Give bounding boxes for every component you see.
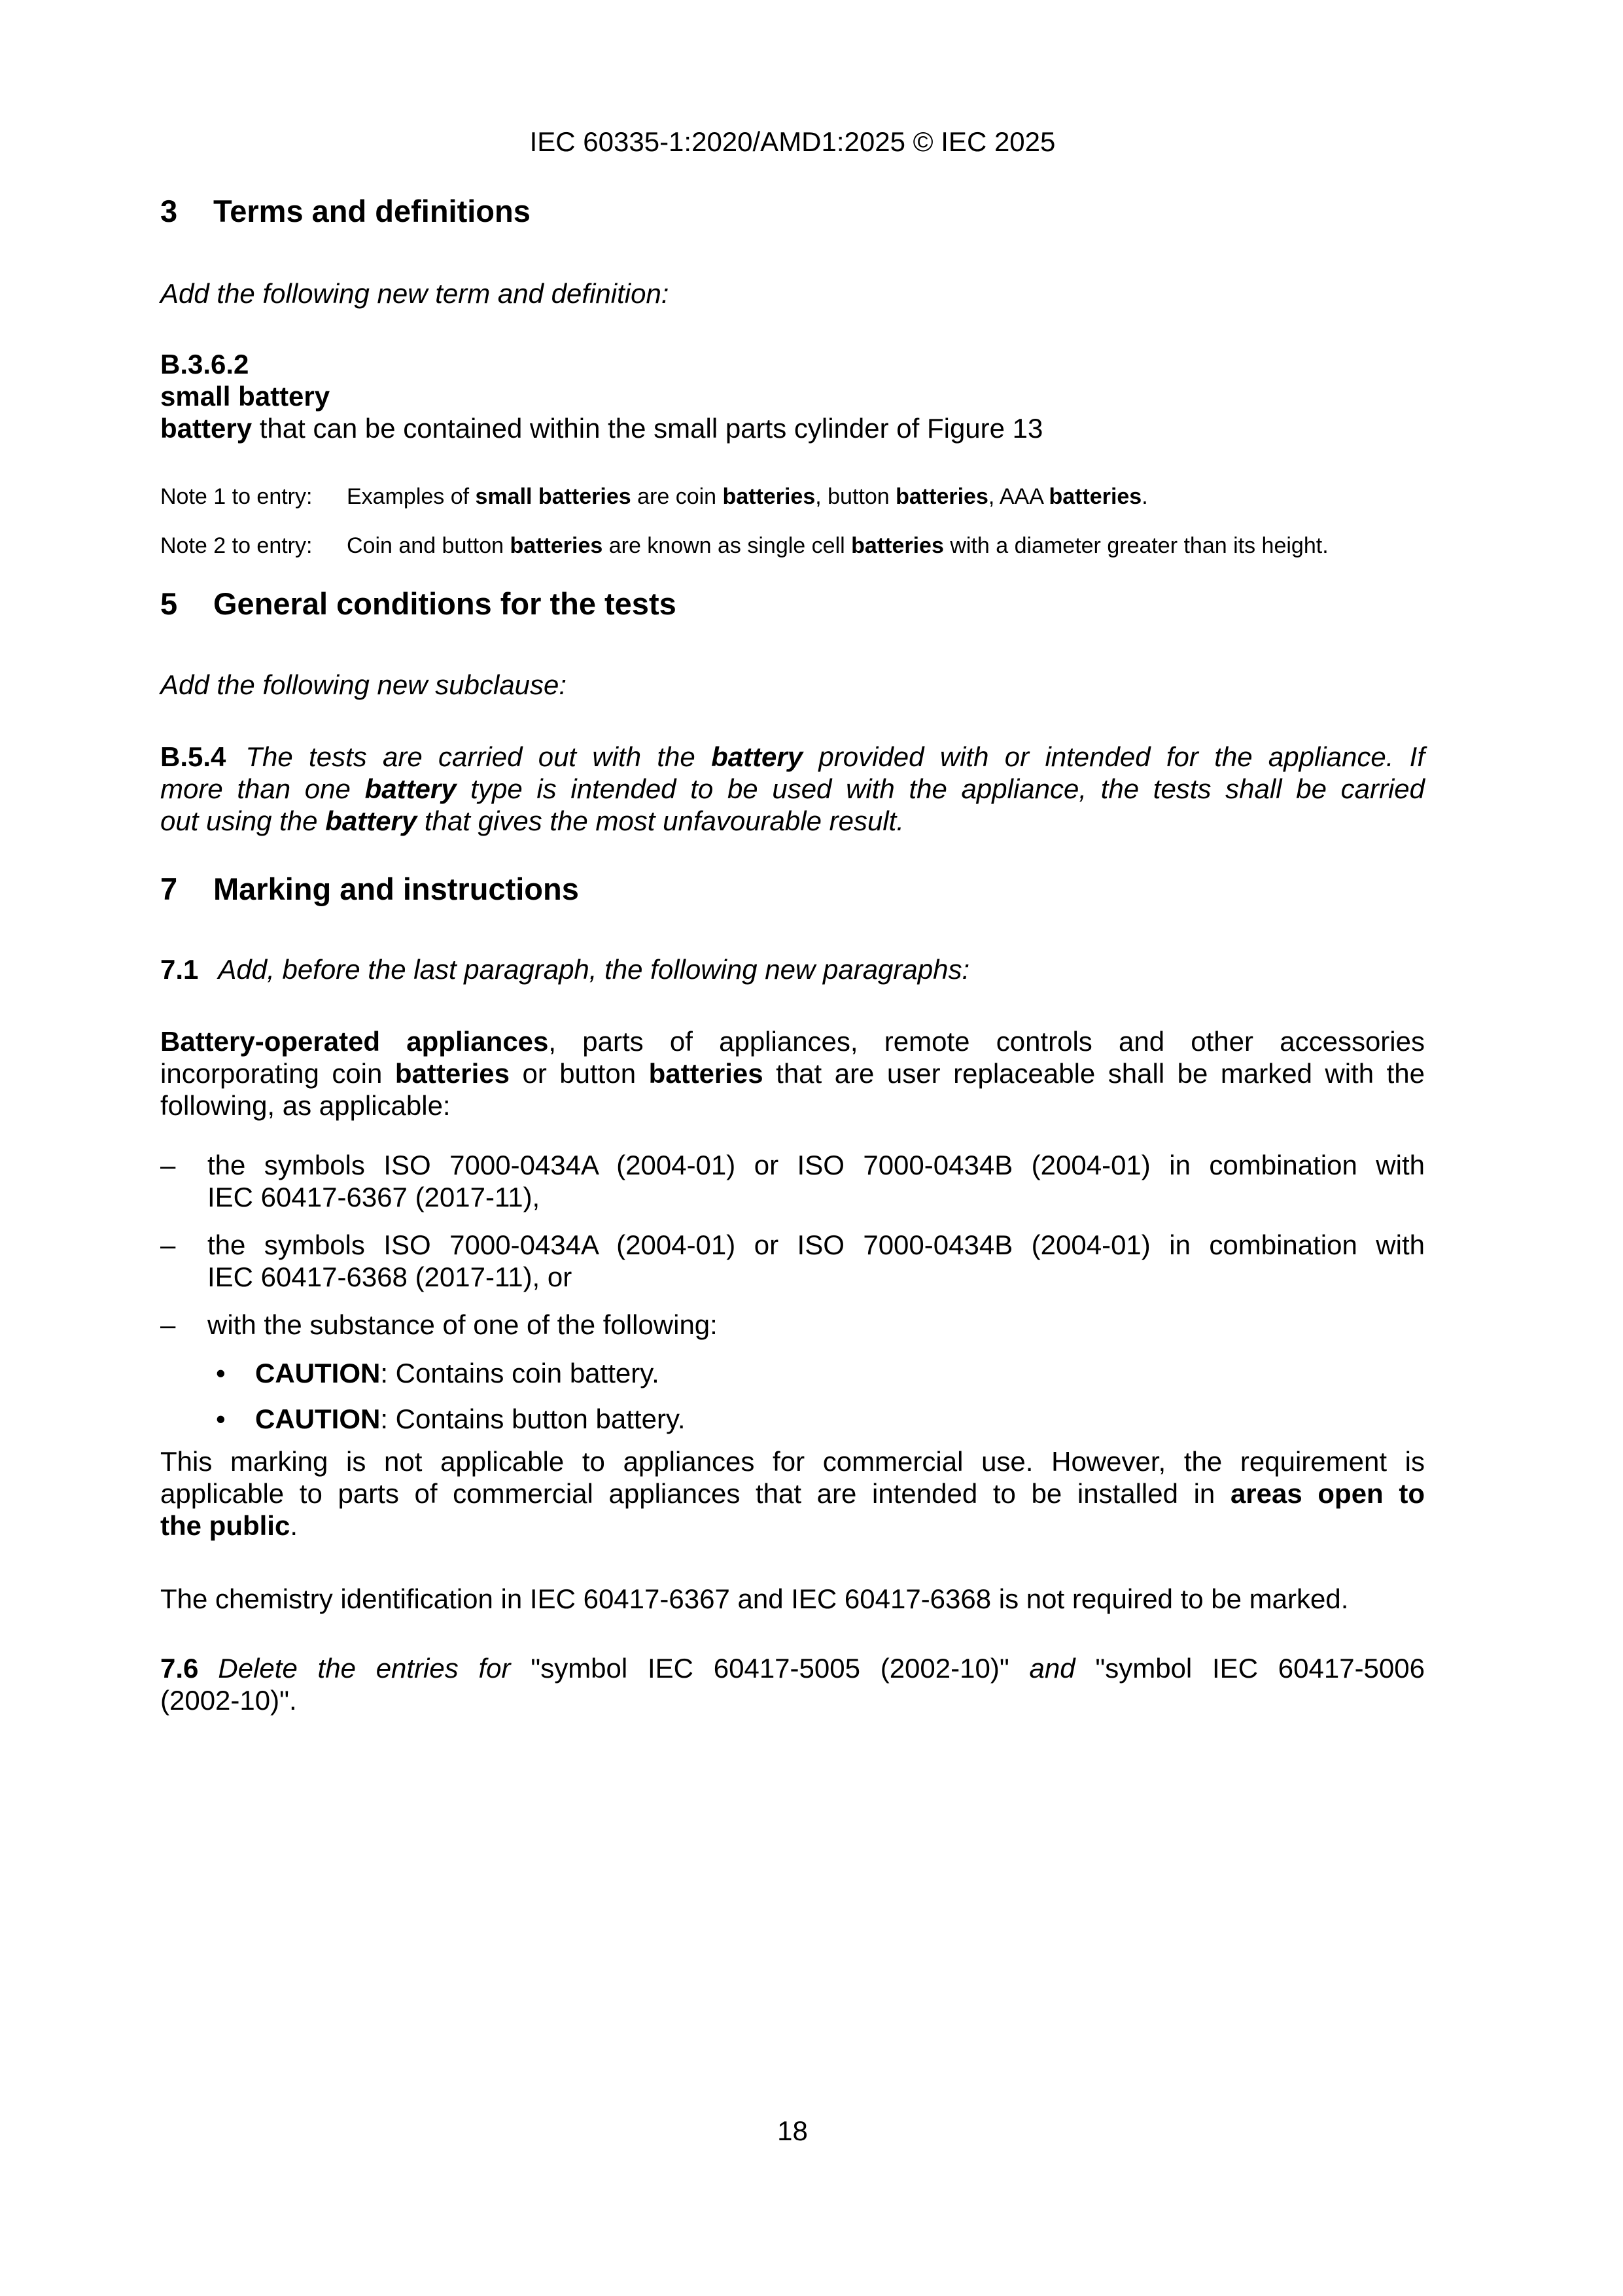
note-label: Note 1 to entry:	[160, 484, 313, 509]
bullet-item-text: CAUTION: Contains coin battery.	[255, 1358, 659, 1388]
bullet-list-item	[160, 1403, 1425, 1435]
dash-marker: –	[160, 1309, 176, 1340]
bullet-marker: •	[216, 1358, 226, 1388]
section-heading-3	[160, 194, 1425, 229]
bullet-marker: •	[216, 1404, 226, 1434]
section-title: Terms and definitions	[213, 194, 531, 228]
term-definition-block: B.3.6.2 small battery battery that can be contained within the small parts cylinder of Figure 13	[160, 349, 1043, 444]
dash-list-item	[160, 1149, 1425, 1213]
section-title: Marking and instructions	[213, 872, 579, 906]
page-header: IEC 60335-1:2020/AMD1:2025 © IEC 2025	[529, 126, 1056, 157]
dash-list-item	[160, 1309, 1425, 1341]
subclause-76-instruction: 7.6 Delete the entries for "symbol IEC 60417-5005 (2002-10)" and "symbol IEC 60417-5006 (2002-10)".	[160, 1653, 1425, 1716]
chemistry-identification-paragraph: The chemistry identification in IEC 60417-6367 and IEC 60417-6368 is not required to be marked.	[160, 1583, 1349, 1614]
marking-applicability-paragraph: This marking is not applicable to appliances for commercial use. However, the requirement is applicable to parts of commercial appliances that are intended to be installed in areas open to the public.	[160, 1446, 1425, 1541]
section-number: 5	[160, 586, 178, 621]
bullet-list-item	[160, 1357, 1425, 1389]
page-number: 18	[777, 2115, 808, 2146]
subclause-71-instruction: 7.1 Add, before the last paragraph, the following new paragraphs:	[160, 954, 970, 985]
section-number: 7	[160, 872, 178, 906]
dash-item-text: with the substance of one of the following:	[207, 1309, 718, 1340]
battery-operated-paragraph: Battery-operated appliances, parts of appliances, remote controls and other accessories incorporating coin batteries or button batteries that are user replaceable shall be marked with the following, as applicable:	[160, 1026, 1425, 1121]
bullet-item-text: CAUTION: Contains button battery.	[255, 1404, 686, 1434]
section-heading-7	[160, 872, 1425, 907]
editorial-instruction-add-term: Add the following new term and definition:	[160, 278, 669, 309]
section-heading-5	[160, 586, 1425, 622]
section-title: General conditions for the tests	[213, 586, 676, 621]
note-text: Examples of small batteries are coin batteries, button batteries, AAA batteries.	[347, 484, 1148, 509]
note-label: Note 2 to entry:	[160, 533, 313, 558]
section-number: 3	[160, 194, 178, 228]
note-1-to-entry	[160, 483, 1425, 510]
note-2-to-entry	[160, 532, 1425, 559]
dash-marker: –	[160, 1150, 176, 1180]
dash-item-text: the symbols ISO 7000-0434A (2004-01) or ISO 7000-0434B (2004-01) in combination with IEC 60417-6367 (2017-11),	[207, 1150, 1425, 1212]
subclause-b54-paragraph: B.5.4 The tests are carried out with the battery provided with or intended for the appliance. If more than one battery type is intended to be used with the appliance, the tests shall be carried out using the battery that gives the most unfavourable result.	[160, 741, 1425, 836]
note-text: Coin and button batteries are known as single cell batteries with a diameter greater than its height.	[347, 533, 1329, 558]
editorial-instruction-add-subclause: Add the following new subclause:	[160, 669, 567, 700]
dash-list-item	[160, 1229, 1425, 1293]
dash-item-text: the symbols ISO 7000-0434A (2004-01) or ISO 7000-0434B (2004-01) in combination with IEC 60417-6368 (2017-11), or	[207, 1229, 1425, 1292]
dash-marker: –	[160, 1229, 176, 1260]
